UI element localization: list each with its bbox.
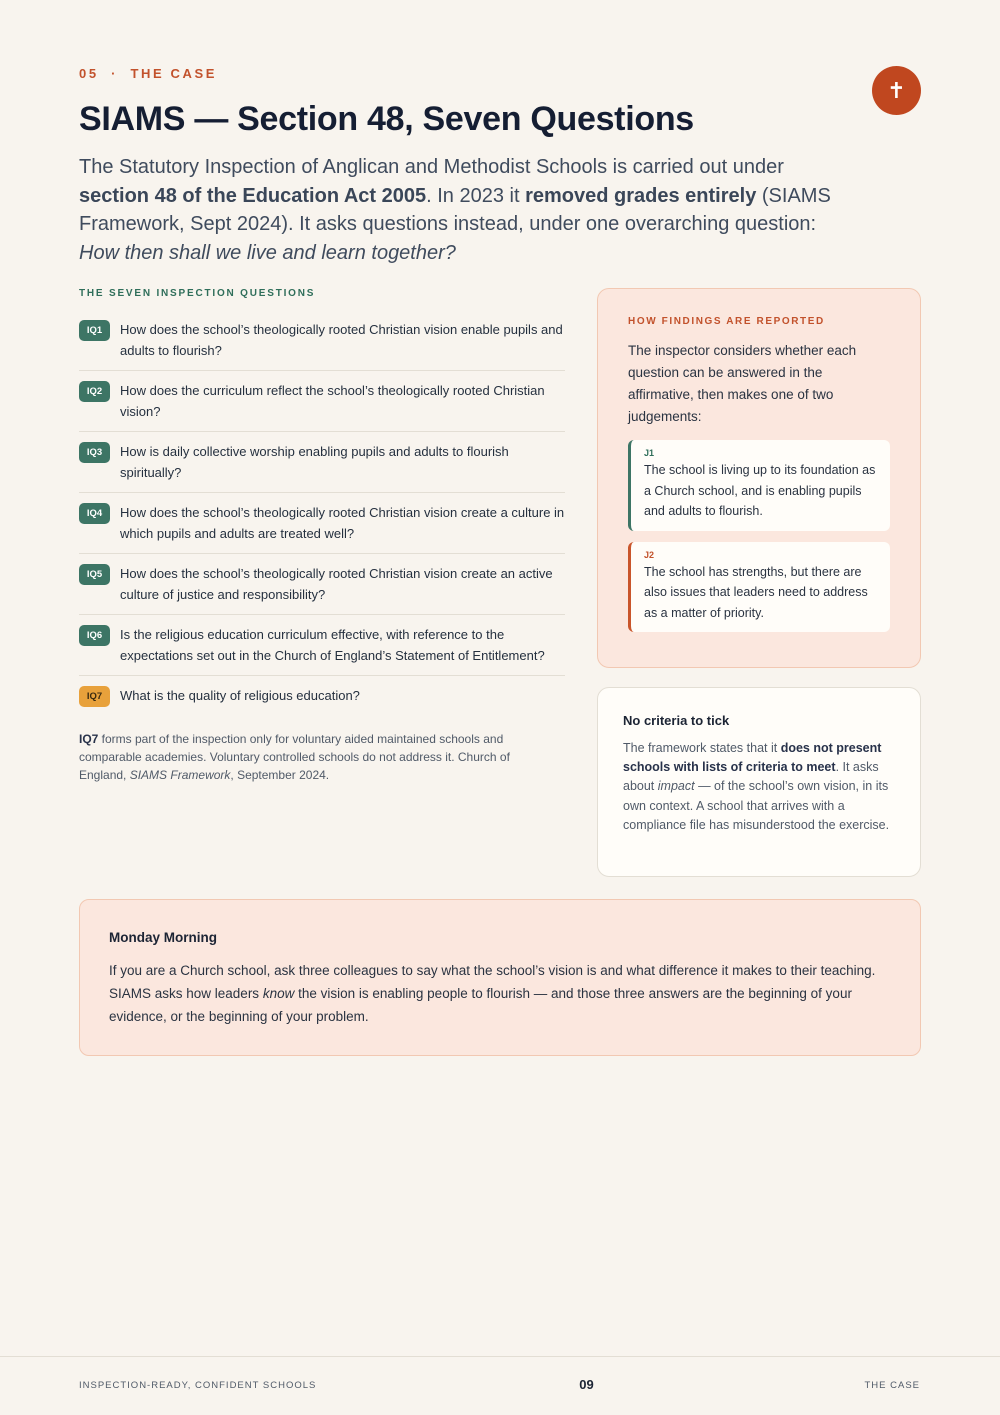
footer-publication-title: INSPECTION-READY, CONFIDENT SCHOOLS	[79, 1380, 317, 1391]
questions-heading: THE SEVEN INSPECTION QUESTIONS	[79, 288, 316, 299]
iq7-note: IQ7 forms part of the inspection only for voluntary aided maintained schools and comparable academies. Voluntary controlled schools do not address it. Church of England, SIAMS Framework, September 2024.	[79, 732, 510, 782]
question-item	[79, 493, 565, 554]
footer-section-name: THE CASE	[864, 1380, 920, 1391]
monday-title: Monday Morning	[109, 930, 217, 945]
question-item	[79, 615, 565, 676]
question-tag: IQ6	[79, 625, 110, 646]
intro-bold-act: section 48 of the Education Act 2005	[79, 184, 427, 207]
judgement-text: The school is living up to its foundation as a Church school, and is enabling pupils and adults to flourish.	[644, 463, 876, 518]
question-text: How does the school’s theologically rooted Christian vision enable pupils and adults to flourish?	[120, 322, 563, 358]
question-text: How does the school’s theologically rooted Christian vision create an active culture of justice and responsibility?	[120, 566, 553, 602]
question-item	[79, 310, 565, 371]
question-tag: IQ2	[79, 381, 110, 402]
question-item	[79, 432, 565, 493]
overarching-question: How then shall we live and learn together?	[79, 241, 456, 264]
criteria-text: The framework states that it does not present schools with lists of criteria to meet. It asks about impact — of the school’s own vision, in its own context. A school that arrives with a compliance file has misunderstood the exercise.	[623, 741, 890, 832]
judgement-card-j2	[628, 542, 890, 633]
footer-divider	[0, 1356, 1000, 1357]
question-item	[79, 371, 565, 432]
question-text: How does the school’s theologically rooted Christian vision create a culture in which pupils and adults are treated well?	[120, 505, 565, 541]
findings-panel	[597, 288, 921, 668]
section-eyebrow	[79, 66, 217, 81]
question-tag: IQ3	[79, 442, 110, 463]
questions-list	[79, 310, 565, 737]
question-item	[79, 676, 565, 737]
judgement-text: The school has strengths, but there are also issues that leaders need to address as a matter of priority.	[644, 564, 868, 620]
question-tag: IQ5	[79, 564, 110, 585]
monday-morning-panel	[79, 899, 921, 1056]
question-tag: IQ4	[79, 503, 110, 524]
question-text: What is the quality of religious education?	[120, 688, 360, 703]
footer-page-number: 09	[579, 1377, 594, 1392]
monday-text: If you are a Church school, ask three colleagues to say what the school’s vision is and what difference it makes to their teaching. SIAMS asks how leaders know the vision is enabling people to flourish — and those three answers are the beginning of your evidence, or the beginning of your problem.	[109, 963, 876, 1024]
judgement-card-j1	[628, 440, 890, 531]
section-separator: ·	[111, 66, 119, 81]
judgement-code: J2	[644, 549, 655, 560]
criteria-title: No criteria to tick	[623, 713, 730, 728]
findings-eyebrow: HOW FINDINGS ARE REPORTED	[628, 316, 825, 327]
intro-paragraph: The Statutory Inspection of Anglican and Methodist Schools is carried out under section 48 of the Education Act 2005. In 2023 it removed grades entirely (SIAMS Framework, Sept 2024). It asks questions instead, under one overarching question: How then shall we live and learn together?	[79, 156, 831, 264]
section-name: THE CASE	[130, 66, 218, 81]
judgement-code: J1	[644, 448, 655, 458]
section-number: 05	[79, 66, 99, 81]
question-tag: IQ7	[79, 686, 110, 707]
question-text: How does the curriculum reflect the school’s theologically rooted Christian vision?	[120, 383, 545, 419]
question-item	[79, 554, 565, 615]
page-title: SIAMS — Section 48, Seven Questions	[79, 100, 694, 138]
question-text: How is daily collective worship enabling pupils and adults to flourish spiritually?	[120, 444, 509, 480]
question-tag: IQ1	[79, 320, 110, 341]
no-criteria-panel	[597, 687, 921, 877]
cross-icon: ✝	[872, 66, 921, 115]
intro-bold-grades: removed grades entirely	[525, 184, 757, 207]
findings-intro: The inspector considers whether each question can be answered in the affirmative, then makes one of two judgements:	[628, 343, 857, 424]
question-text: Is the religious education curriculum effective, with reference to the expectations set out in the Church of England’s Statement of Entitlement?	[120, 627, 545, 663]
